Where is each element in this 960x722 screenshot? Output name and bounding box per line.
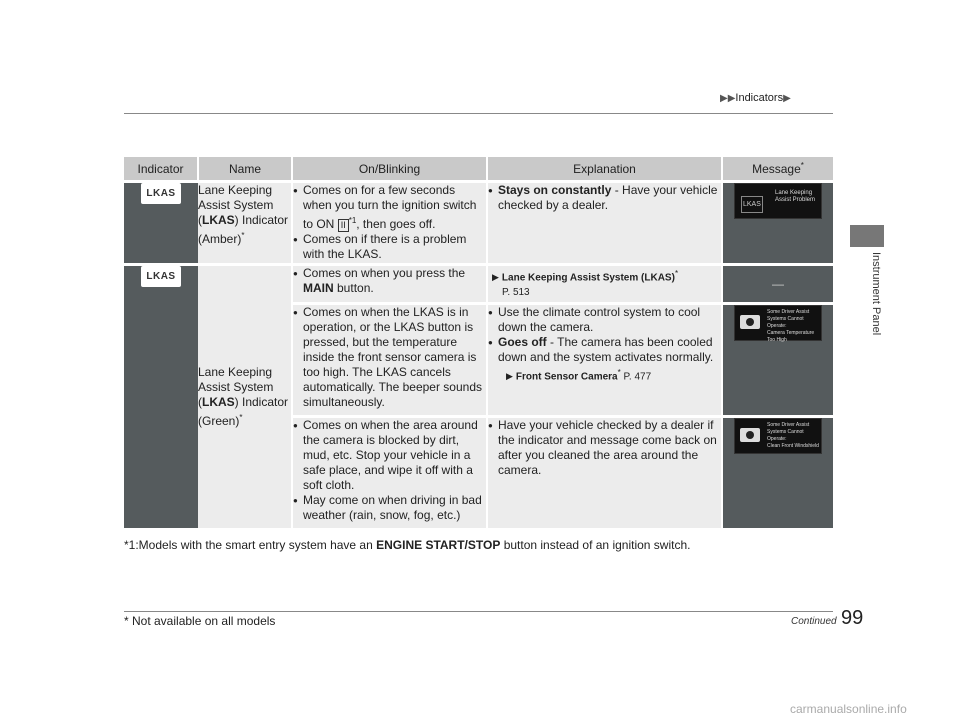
message-cell: — [722,266,833,302]
breadcrumb: ▶▶Indicators▶ [720,92,791,104]
col-header-explanation: Explanation [487,157,722,180]
explanation-cell [487,418,722,528]
cross-reference-link[interactable]: ▶ Front Sensor Camera* P. 477 [506,368,652,383]
reference-arrow-icon: ▶ [506,371,513,382]
list-item: ● May come on when driving in bad weather (rain, snow, fog, etc.) [293,493,486,523]
bottom-divider [124,611,833,612]
not-available-note: * Not available on all models [124,614,276,628]
on-blinking-cell [292,266,487,302]
col-header-name: Name [198,157,292,180]
list-item: ● Comes on for a few seconds when you turn the ignition switch to ON II $^{*1}$, then goes off. [293,183,486,232]
continued-label: Continued [791,616,837,627]
on-blinking-cell [292,418,487,528]
list-item: ● Goes off - The camera has been cooled down and the system activates normally. [488,335,721,365]
lkas-indicator-icon: LKAS [141,266,180,287]
indicator-cell [124,266,198,528]
col-header-indicator: Indicator [124,157,198,180]
ignition-position-icon: II [338,219,349,232]
breadcrumb-arrow-icon: ▶ [783,93,791,104]
col-header-message: Message* [722,157,833,180]
explanation-cell [487,183,722,263]
list-item: ● Comes on when the LKAS is in operation, or the LKAS button is pressed, but the temperature inside the front sensor camera is too high. The LKAS cancels automatically. The beeper sounds simultaneously. [293,305,486,410]
col-header-on-blinking: On/Blinking [292,157,487,180]
indicator-table [124,157,833,528]
message-cell [722,305,833,415]
table-row [124,266,833,302]
explanation-cell [487,305,722,415]
reference-arrow-icon: ▶ [492,272,499,283]
page-number: 99 [841,607,864,629]
list-item: ● Comes on when you press the MAIN button. [293,266,486,296]
message-screen: Some Driver Assist Systems Cannot Operate: Clean Front Windshield [734,418,822,454]
breadcrumb-arrow-icon: ▶▶ [720,93,736,104]
message-screen: Some Driver Assist Systems Cannot Operate: Camera Temperature Too High [734,305,822,341]
name-cell: Lane Keeping Assist System (LKAS) Indicator (Amber)* [198,183,292,263]
name-cell: Lane Keeping Assist System (LKAS) Indicator (Green)* [198,266,292,528]
explanation-cell [487,266,722,302]
list-item: ● Use the climate control system to cool down the camera. [488,305,721,335]
message-screen: LKAS Lane Keeping Assist Problem [734,183,822,219]
section-label: Instrument Panel [870,252,882,336]
list-item: ● Comes on when the area around the camera is blocked by dirt, mud, etc. Stop your vehicle in a safe place, and wipe it off with a soft cloth. [293,418,486,493]
on-blinking-cell [292,305,487,415]
table-header-row [124,157,833,180]
table-row [124,183,833,263]
footnote: *1:Models with the smart entry system have an ENGINE START/STOP button instead of an ignition switch. [124,538,691,552]
message-cell [722,418,833,528]
cross-reference-link[interactable]: ▶ Lane Keeping Assist System (LKAS)* P. 513 [492,269,679,299]
list-item: ● Have your vehicle checked by a dealer if the indicator and message come back on after you cleaned the area around the camera. [488,418,721,478]
list-item: ● Comes on if there is a problem with the LKAS. [293,232,486,262]
message-cell [722,183,833,263]
on-blinking-cell [292,183,487,263]
watermark: carmanualsonline.info [790,702,907,716]
lkas-indicator-icon: LKAS [141,183,180,204]
top-divider [124,113,833,114]
indicator-cell [124,183,198,263]
section-tab [850,225,884,247]
list-item: ● Stays on constantly - Have your vehicle checked by a dealer. [488,183,721,213]
